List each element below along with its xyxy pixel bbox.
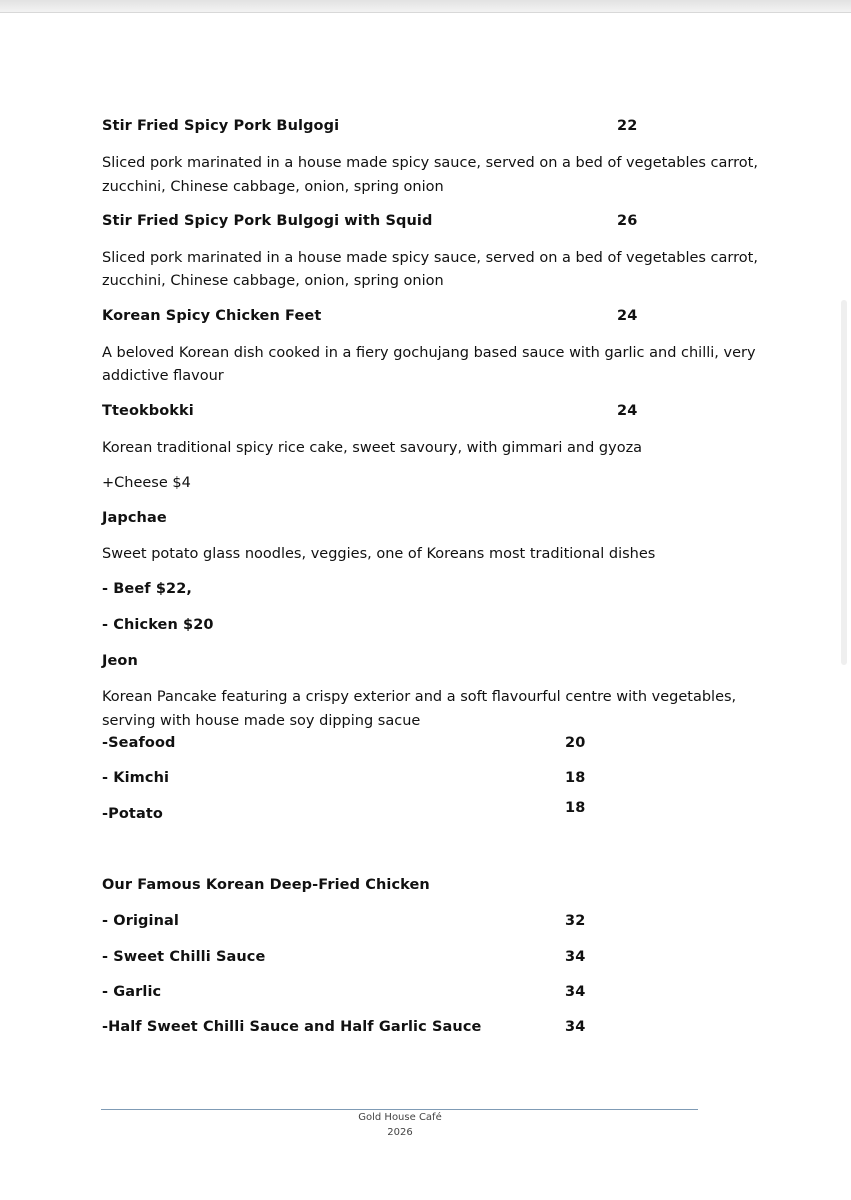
- section-title: Our Famous Korean Deep-Fried Chicken: [102, 877, 430, 893]
- menu-item-price: 26: [617, 213, 638, 229]
- menu-page: [0, 13, 851, 1200]
- menu-item-description: Sliced pork marinated in a house made spicy sauce, served on a bed of vegetables carrot,: [102, 250, 758, 266]
- menu-item-price: 24: [617, 403, 638, 419]
- menu-item-option: - Beef $22,: [102, 581, 193, 597]
- menu-item-option: - Chicken $20: [102, 617, 214, 633]
- menu-item-description: Korean traditional spicy rice cake, sweet savoury, with gimmari and gyoza: [102, 440, 643, 456]
- menu-option-price: 34: [565, 1019, 586, 1035]
- menu-item-description: zucchini, Chinese cabbage, onion, spring onion: [102, 179, 444, 195]
- menu-item-description: Sweet potato glass noodles, veggies, one of Koreans most traditional dishes: [102, 546, 656, 562]
- menu-item-addon: +Cheese $4: [102, 475, 191, 491]
- menu-option-name: -Half Sweet Chilli Sauce and Half Garlic Sauce: [102, 1019, 482, 1035]
- menu-option-name: - Sweet Chilli Sauce: [102, 949, 266, 965]
- menu-item-name: Stir Fried Spicy Pork Bulgogi: [102, 118, 340, 134]
- menu-option-price: 32: [565, 913, 586, 929]
- footer-year: 2026: [387, 1127, 413, 1138]
- menu-option-price: 20: [565, 735, 586, 751]
- menu-item-description: addictive flavour: [102, 368, 224, 384]
- menu-option-name: - Original: [102, 913, 179, 929]
- menu-option-price: 18: [565, 800, 586, 816]
- footer-business-name: Gold House Café: [358, 1112, 442, 1123]
- menu-option-name: -Seafood: [102, 735, 176, 751]
- menu-option-price: 34: [565, 984, 586, 1000]
- menu-item-price: 24: [617, 308, 638, 324]
- menu-item-name: Stir Fried Spicy Pork Bulgogi with Squid: [102, 213, 433, 229]
- menu-option-name: - Kimchi: [102, 770, 170, 786]
- menu-item-description: serving with house made soy dipping sacue: [102, 713, 421, 729]
- menu-option-price: 34: [565, 949, 586, 965]
- menu-item-name: Japchae: [102, 510, 167, 526]
- menu-item-description: Korean Pancake featuring a crispy exterior and a soft flavourful centre with vegetables,: [102, 689, 737, 705]
- menu-option-name: -Potato: [102, 806, 163, 822]
- menu-item-name: Jeon: [102, 653, 138, 669]
- menu-item-price: 22: [617, 118, 638, 134]
- menu-item-description: zucchini, Chinese cabbage, onion, spring onion: [102, 273, 444, 289]
- viewer-top-bar: [0, 0, 851, 13]
- menu-option-name: - Garlic: [102, 984, 162, 1000]
- menu-item-description: A beloved Korean dish cooked in a fiery gochujang based sauce with garlic and chilli, very: [102, 345, 756, 361]
- footer-divider: [101, 1109, 698, 1110]
- menu-item-description: Sliced pork marinated in a house made spicy sauce, served on a bed of vegetables carrot,: [102, 155, 758, 171]
- menu-item-name: Tteokbokki: [102, 403, 194, 419]
- menu-option-price: 18: [565, 770, 586, 786]
- menu-item-name: Korean Spicy Chicken Feet: [102, 308, 322, 324]
